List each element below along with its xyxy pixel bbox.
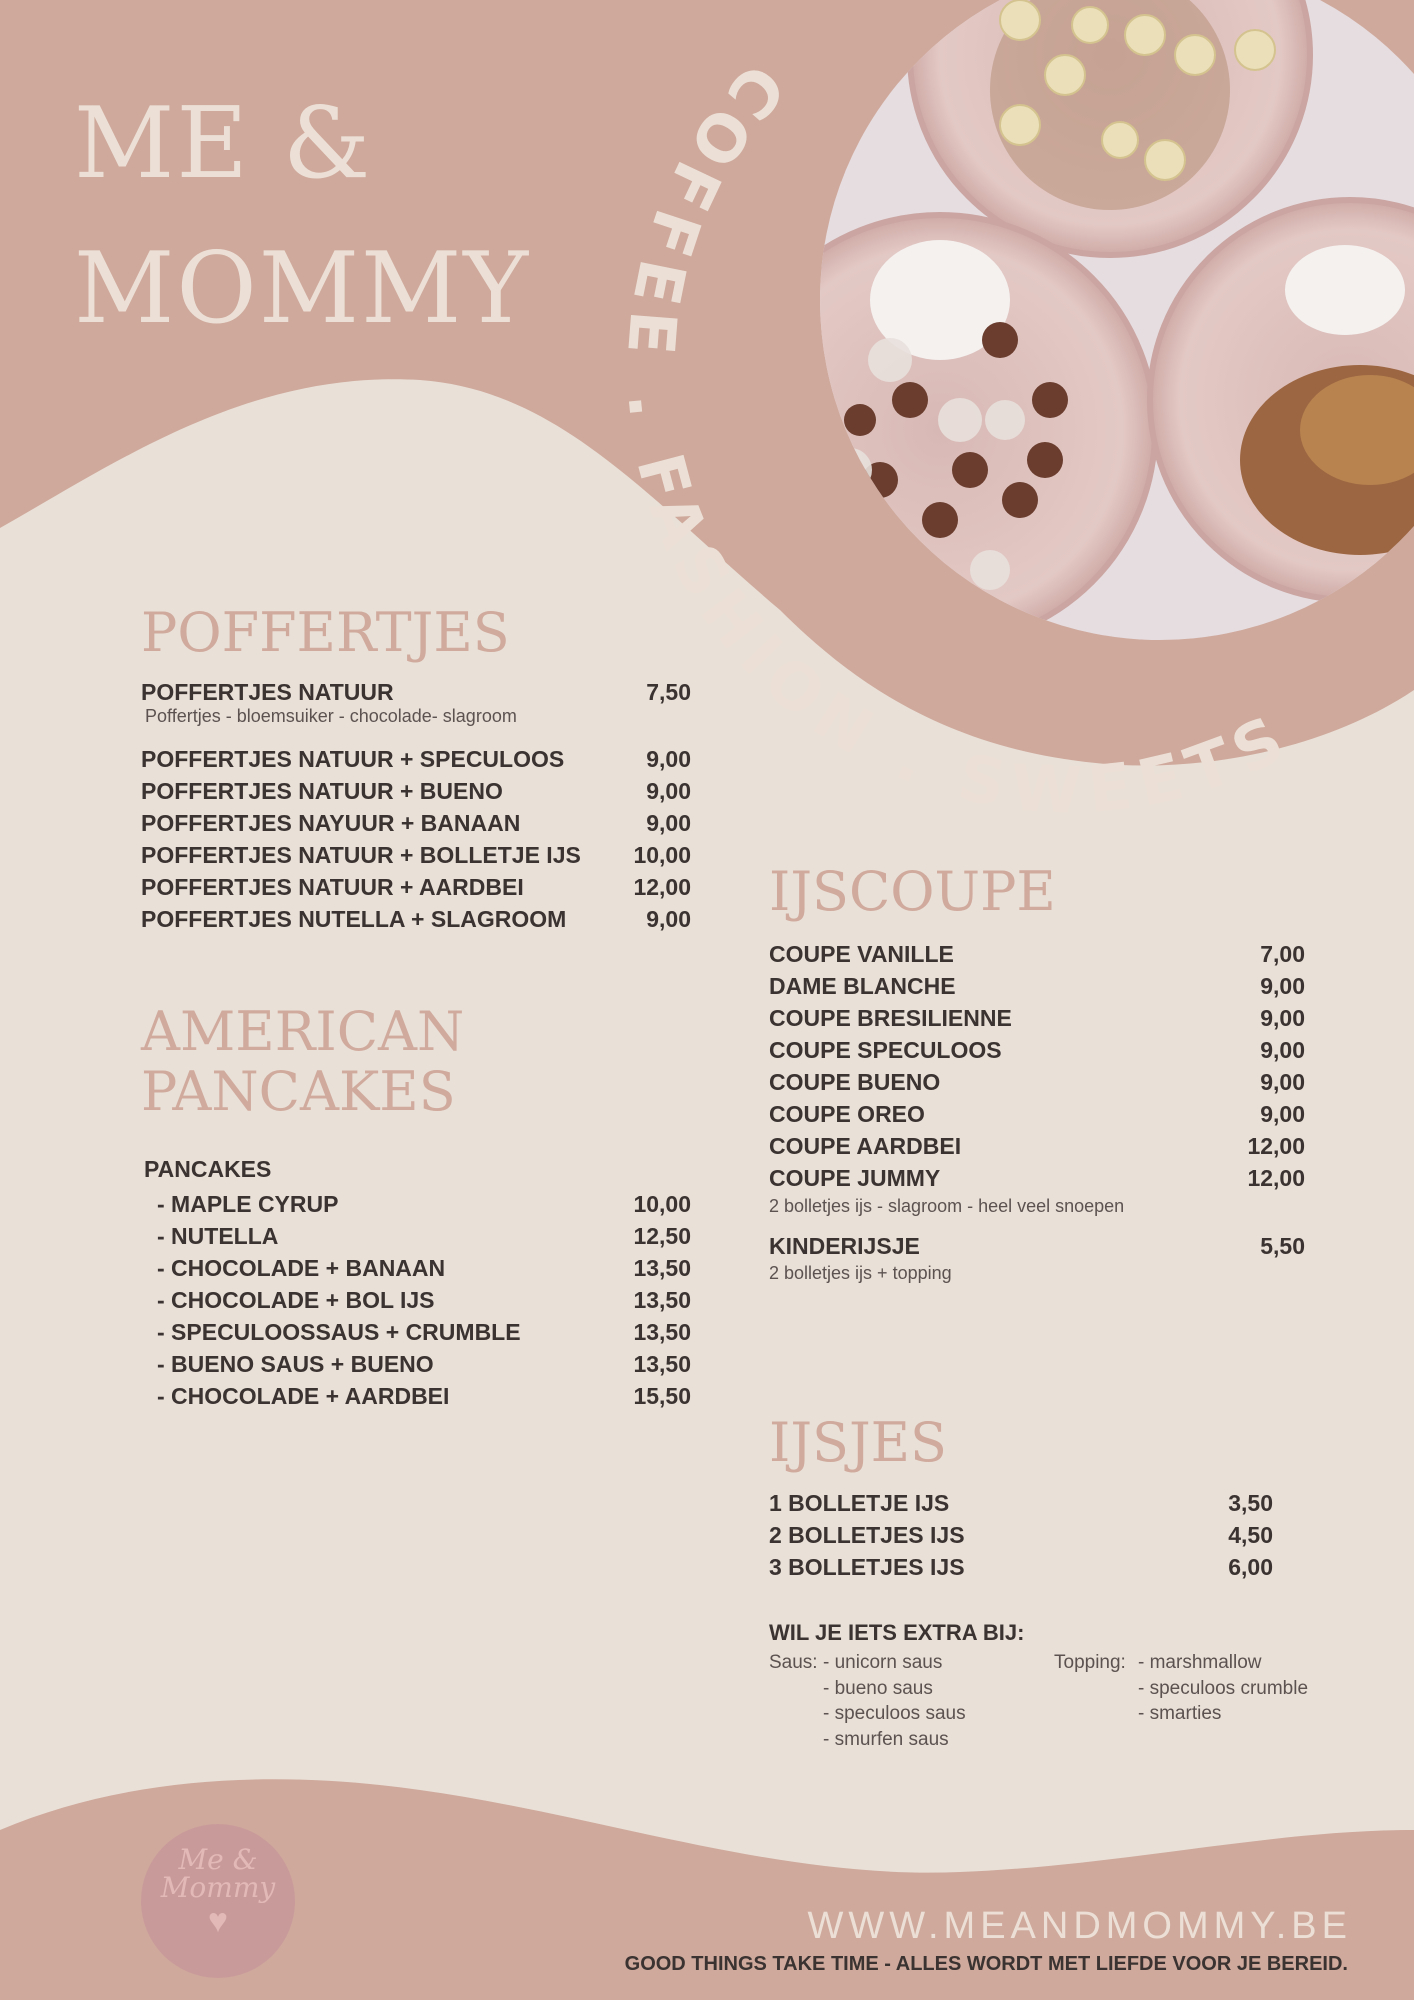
saus-item: - bueno saus: [823, 1677, 933, 1699]
item-price: 5,50: [1260, 1233, 1305, 1259]
menu-item: [141, 743, 691, 775]
menu-item: [157, 1220, 691, 1252]
ijscoupe-section: [769, 860, 1305, 1283]
ijsjes-section: [769, 1411, 1273, 1580]
menu-item: [157, 1380, 691, 1412]
item-name: POFFERTJES NATUUR: [141, 679, 394, 705]
item-price: 9,00: [1260, 1101, 1305, 1127]
extras-title: WIL JE IETS EXTRA BIJ:: [769, 1620, 1025, 1645]
logo: [141, 1824, 295, 1978]
item-price: 12,50: [633, 1223, 691, 1249]
item-price: 13,50: [633, 1351, 691, 1377]
menu-item: [769, 1066, 1305, 1098]
menu-item: [769, 1130, 1305, 1162]
brand-line-1: ME &: [74, 87, 373, 201]
heart-icon: ♥: [207, 1902, 229, 1940]
section-title-poffertjes: POFFERTJES: [141, 601, 510, 664]
item-name: 2 BOLLETJES IJS: [769, 1522, 965, 1548]
footer-tagline: GOOD THINGS TAKE TIME - ALLES WORDT MET LIEFDE VOOR JE BEREID.: [624, 1953, 1348, 1975]
topping-list: [1138, 1650, 1328, 1727]
item-name: POFFERTJES NATUUR + SPECULOOS: [141, 746, 565, 772]
menu-item: [769, 1230, 1305, 1262]
menu-item: [769, 1487, 1273, 1519]
brand-title: [74, 72, 530, 362]
topping-label: Topping:: [1054, 1652, 1126, 1673]
item-name: POFFERTJES NATUUR + BUENO: [141, 778, 503, 804]
item-name: - NUTELLA: [157, 1223, 279, 1249]
item-price: 7,50: [646, 679, 691, 705]
saus-label: Saus:: [769, 1652, 818, 1673]
topping-item: - marshmallow: [1138, 1652, 1262, 1673]
website-link[interactable]: WWW.MEANDMOMMY.BE: [807, 1905, 1352, 1947]
item-price: 6,00: [1228, 1554, 1273, 1580]
item-price: 13,50: [633, 1319, 691, 1345]
section-title-pancakes: [141, 1002, 691, 1122]
menu-item: [141, 679, 691, 705]
item-price: 3,50: [1228, 1490, 1273, 1516]
section-title-line-2: PANCAKES: [141, 1060, 456, 1123]
saus-item: - speculoos saus: [823, 1703, 966, 1724]
section-title-ijsjes: IJSJES: [769, 1411, 948, 1474]
brand-line-2: MOMMY: [74, 232, 531, 346]
item-name: - CHOCOLADE + BOL IJS: [157, 1287, 435, 1313]
item-price: 9,00: [1260, 1037, 1305, 1063]
topping-item: - smarties: [1138, 1703, 1222, 1724]
item-price: 13,50: [633, 1255, 691, 1281]
item-name: 3 BOLLETJES IJS: [769, 1554, 965, 1580]
menu-item: [769, 1519, 1273, 1551]
topping-item: - speculoos crumble: [1138, 1677, 1309, 1699]
item-name: POFFERTJES NAYUUR + BANAAN: [141, 810, 521, 836]
menu-item: [141, 775, 691, 807]
menu-item: [141, 807, 691, 839]
section-title-line-1: AMERICAN: [141, 1000, 465, 1063]
item-name: - MAPLE CYRUP: [157, 1191, 339, 1217]
svg-text:COFFEE . FASHION . SWEETS: [611, 49, 1304, 829]
menu-item: [157, 1252, 691, 1284]
menu-item: [769, 1098, 1305, 1130]
item-price: 12,00: [1247, 1133, 1305, 1159]
poffertjes-list: [141, 743, 691, 935]
poffertjes-section: [141, 601, 691, 932]
saus-item: - smurfen saus: [823, 1728, 949, 1750]
item-name: - CHOCOLADE + BANAAN: [157, 1255, 446, 1281]
pancakes-list: [157, 1188, 691, 1412]
item-description: 2 bolletjes ijs - slagroom - heel veel snoepen: [769, 1196, 1125, 1216]
item-name: POFFERTJES NATUUR + AARDBEI: [141, 874, 524, 900]
ijsjes-list: [769, 1487, 1273, 1583]
item-name: POFFERTJES NATUUR + BOLLETJE IJS: [141, 842, 581, 868]
item-price: 13,50: [633, 1287, 691, 1313]
item-price: 12,00: [1247, 1165, 1305, 1191]
menu-item: [769, 1551, 1273, 1583]
extras-section: [769, 1618, 1329, 1750]
item-name: COUPE VANILLE: [769, 941, 954, 967]
pancakes-section: [141, 1000, 691, 1409]
menu-item: [769, 1034, 1305, 1066]
item-name: POFFERTJES NUTELLA + SLAGROOM: [141, 906, 567, 932]
logo-text: Me & Mommy: [160, 1843, 276, 1904]
saus-item: - unicorn saus: [823, 1652, 943, 1673]
item-price: 10,00: [633, 1191, 691, 1217]
item-name: KINDERIJSJE: [769, 1233, 920, 1259]
menu-item: [141, 871, 691, 903]
pancakes-label: PANCAKES: [144, 1156, 272, 1182]
item-name: COUPE SPECULOOS: [769, 1037, 1002, 1063]
item-price: 9,00: [646, 810, 691, 836]
item-name: COUPE AARDBEI: [769, 1133, 962, 1159]
item-name: COUPE BRESILIENNE: [769, 1005, 1012, 1031]
menu-item: [157, 1284, 691, 1316]
menu-item: [157, 1348, 691, 1380]
item-name: - CHOCOLADE + AARDBEI: [157, 1383, 450, 1409]
saus-list: [823, 1650, 1033, 1752]
menu-item: [769, 970, 1305, 1002]
menu-item: [157, 1188, 691, 1220]
item-price: 9,00: [1260, 1069, 1305, 1095]
item-name: - BUENO SAUS + BUENO: [157, 1351, 434, 1377]
ijscoupe-list: [769, 938, 1305, 1284]
item-name: COUPE OREO: [769, 1101, 925, 1127]
menu-item: [769, 1002, 1305, 1034]
menu-item: [769, 938, 1305, 970]
section-title-ijscoupe: IJSCOUPE: [769, 860, 1056, 923]
item-price: 12,00: [633, 874, 691, 900]
item-description: Poffertjes - bloemsuiker - chocolade- slagroom: [145, 706, 517, 726]
item-price: 15,50: [633, 1383, 691, 1409]
item-price: 9,00: [1260, 1005, 1305, 1031]
arc-tagline-text: COFFEE . FASHION . SWEETS: [611, 48, 1305, 830]
item-name: - SPECULOOSSAUS + CRUMBLE: [157, 1319, 521, 1345]
item-description: 2 bolletjes ijs + topping: [769, 1263, 952, 1283]
menu-item: [769, 1162, 1305, 1194]
item-name: COUPE BUENO: [769, 1069, 941, 1095]
item-price: 9,00: [646, 746, 691, 772]
item-price: 9,00: [646, 906, 691, 932]
item-price: 9,00: [646, 778, 691, 804]
item-price: 10,00: [633, 842, 691, 868]
menu-item: [141, 839, 691, 871]
menu-item: [141, 903, 691, 935]
item-name: DAME BLANCHE: [769, 973, 956, 999]
menu-item: [157, 1316, 691, 1348]
item-price: 7,00: [1260, 941, 1305, 967]
item-price: 9,00: [1260, 973, 1305, 999]
item-price: 4,50: [1228, 1522, 1273, 1548]
item-name: 1 BOLLETJE IJS: [769, 1490, 950, 1516]
item-name: COUPE JUMMY: [769, 1165, 941, 1191]
